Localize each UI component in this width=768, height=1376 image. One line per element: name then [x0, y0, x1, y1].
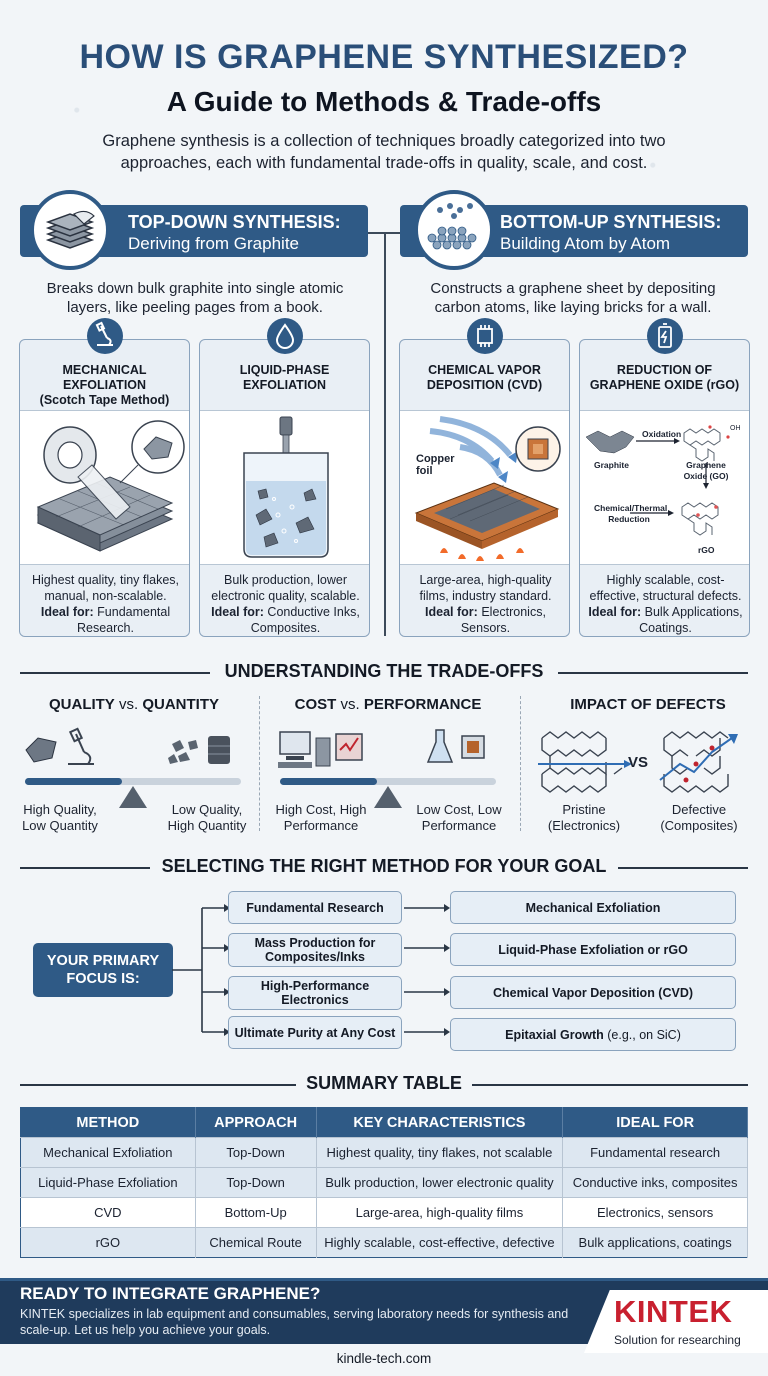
result-epitaxial-growth	[450, 1018, 736, 1051]
selection-heading-row	[20, 856, 748, 878]
method-ideal-for: Electronics, Sensors.	[460, 605, 546, 635]
cost-performance-icons	[276, 724, 506, 776]
table-cell: Liquid-Phase Exfoliation	[21, 1168, 196, 1198]
reduction-label: Chemical/Thermal Reduction	[594, 503, 668, 524]
goal-ultimate-purity: Ultimate Purity at Any Cost	[228, 1016, 402, 1049]
cost-performance-balance	[280, 778, 496, 785]
tradeoff-quality-quantity	[14, 696, 254, 713]
method-title: CHEMICAL VAPOR DEPOSITION (CVD)	[426, 363, 543, 392]
sonication-beaker-illustration	[200, 410, 369, 565]
tradeoff-left-label: High Quality, Low Quantity	[22, 802, 98, 833]
result-mechanical-exfoliation: Mechanical Exfoliation	[450, 891, 736, 924]
summary-heading-row	[20, 1073, 748, 1095]
table-row	[21, 1168, 748, 1198]
result-method: Epitaxial Growth	[505, 1027, 604, 1042]
tradeoff-left-label: Pristine (Electronics)	[547, 802, 621, 833]
method-title: MECHANICAL EXFOLIATION	[62, 363, 147, 392]
tradeoffs-heading-row	[20, 661, 748, 683]
method-card-mechanical-exfoliation	[19, 339, 190, 637]
website-link[interactable]: kindle-tech.com	[336, 1351, 432, 1366]
bottom-up-title: BOTTOM-UP SYNTHESIS:	[500, 212, 722, 232]
footer-accent-bar	[0, 1278, 768, 1281]
table-row	[21, 1228, 748, 1258]
ideal-for-label: Ideal for:	[425, 605, 478, 619]
tradeoff-title: IMPACT OF DEFECTS	[570, 696, 726, 713]
column-header: METHOD	[21, 1108, 196, 1138]
tradeoff-vs: vs.	[119, 696, 139, 713]
oxidation-label: Oxidation	[642, 429, 682, 439]
table-cell: Chemical Route	[195, 1228, 316, 1258]
ideal-for-label: Ideal for:	[588, 605, 642, 619]
method-summary: Bulk production, lower electronic quality, scalable.	[211, 573, 360, 603]
graphene-oxide-label: Graphene Oxide (GO)	[683, 460, 729, 481]
microscope-icon	[87, 318, 123, 354]
method-ideal-for: Fundamental Research.	[77, 605, 171, 635]
summary-heading: SUMMARY TABLE	[306, 1073, 462, 1093]
result-cvd: Chemical Vapor Deposition (CVD)	[450, 976, 736, 1009]
method-ideal-for: Conductive Inks, Composites.	[250, 605, 360, 635]
atom-lattice-icon	[414, 190, 494, 270]
tradeoff-right-label: Defective (Composites)	[660, 802, 738, 833]
column-header: APPROACH	[195, 1108, 316, 1138]
table-cell: Mechanical Exfoliation	[21, 1138, 196, 1168]
selection-heading: SELECTING THE RIGHT METHOD FOR YOUR GOAL	[161, 856, 607, 876]
method-title: LIQUID-PHASE EXFOLIATION	[239, 363, 330, 392]
column-header: KEY CHARACTERISTICS	[316, 1108, 563, 1138]
tradeoff-right-label: Low Cost, Low Performance	[416, 802, 502, 833]
battery-icon	[647, 318, 683, 354]
quality-quantity-balance	[25, 778, 241, 785]
method-title: REDUCTION OF GRAPHENE OXIDE (rGO)	[589, 363, 740, 392]
table-cell: CVD	[21, 1198, 196, 1228]
table-cell: Electronics, sensors	[563, 1198, 748, 1228]
result-liquid-phase-or-rgo: Liquid-Phase Exfoliation or rGO	[450, 933, 736, 966]
top-down-subtitle: Deriving from Graphite	[128, 234, 300, 253]
ideal-for-label: Ideal for:	[211, 605, 264, 619]
table-row	[21, 1138, 748, 1168]
droplet-icon	[267, 318, 303, 354]
page-title: HOW IS GRAPHENE SYNTHESIZED?	[79, 38, 689, 76]
rgo-process-illustration	[580, 410, 749, 565]
approach-divider	[384, 232, 386, 636]
method-card-liquid-phase-exfoliation	[199, 339, 370, 637]
method-summary: Highly scalable, cost-effective, structural defects.	[589, 573, 742, 603]
copper-foil-label: Copper foil	[416, 453, 455, 477]
table-cell: Highest quality, tiny flakes, not scalable	[316, 1138, 563, 1168]
defects-vs: VS	[628, 754, 649, 771]
method-subtitle: (Scotch Tape Method)	[39, 393, 170, 407]
method-summary: Highest quality, tiny flakes, manual, non-scalable.	[31, 573, 180, 603]
bottom-up-description: Constructs a graphene sheet by depositing carbon atoms, like laying bricks for a wall.	[430, 280, 716, 316]
intro-text: Graphene synthesis is a collection of techniques broadly categorized into two approaches, each with fundamental trade-offs in quality, scale, and cost.	[102, 132, 666, 172]
primary-focus-box: YOUR PRIMARY FOCUS IS:	[33, 943, 173, 997]
rgo-label: rGO	[698, 545, 715, 555]
top-down-description: Breaks down bulk graphite into single atomic layers, like peeling pages from a book.	[46, 280, 344, 316]
tradeoff-title-b: PERFORMANCE	[363, 696, 482, 713]
balance-fulcrum	[119, 786, 147, 808]
table-cell: Top-Down	[195, 1138, 316, 1168]
tradeoff-title-a: QUALITY	[48, 696, 115, 713]
method-ideal-for: Bulk Applications, Coatings.	[639, 605, 743, 635]
table-cell: Bulk applications, coatings	[563, 1228, 748, 1258]
result-note: (e.g., on SiC)	[607, 1027, 681, 1042]
table-cell: Top-Down	[195, 1168, 316, 1198]
tradeoff-title-b: QUANTITY	[142, 696, 220, 713]
goal-high-performance-electronics: High-Performance Electronics	[228, 976, 402, 1010]
table-cell: Bulk production, lower electronic quality	[316, 1168, 563, 1198]
hydroxyl-label: OH	[730, 425, 741, 432]
bottom-up-subtitle: Building Atom by Atom	[500, 234, 671, 253]
page-subtitle: A Guide to Methods & Trade-offs	[166, 86, 602, 117]
tradeoffs-heading: UNDERSTANDING THE TRADE-OFFS	[224, 661, 544, 681]
quality-quantity-icons	[18, 724, 248, 776]
tradeoff-divider	[259, 696, 260, 831]
column-header: IDEAL FOR	[563, 1108, 748, 1138]
tradeoff-right-label: Low Quality, High Quantity	[167, 802, 247, 833]
table-cell: Large-area, high-quality films	[316, 1198, 563, 1228]
ideal-for-label: Ideal for:	[40, 605, 94, 619]
table-cell: Fundamental research	[563, 1138, 748, 1168]
summary-table	[20, 1107, 748, 1258]
method-card-rgo	[579, 339, 750, 637]
tradeoff-vs: vs.	[340, 696, 360, 713]
stacked-layers-icon	[30, 190, 110, 270]
kintek-logo: KINTEK	[614, 1294, 733, 1329]
table-row	[21, 1198, 748, 1228]
top-down-title: TOP-DOWN SYNTHESIS:	[128, 212, 341, 232]
tape-graphite-illustration	[20, 410, 189, 565]
table-cell: Highly scalable, cost-effective, defective	[316, 1228, 563, 1258]
cvd-furnace-illustration	[400, 410, 569, 565]
chip-icon	[467, 318, 503, 354]
goal-mass-production: Mass Production for Composites/Inks	[228, 933, 402, 967]
tradeoff-cost-performance	[268, 696, 508, 713]
footer-title: READY TO INTEGRATE GRAPHENE?	[20, 1284, 321, 1303]
tradeoff-title-a: COST	[294, 696, 337, 713]
method-summary: Large-area, high-quality films, industry standard.	[419, 573, 552, 603]
graphite-label: Graphite	[594, 460, 629, 470]
goal-fundamental-research: Fundamental Research	[228, 891, 402, 924]
tradeoff-divider	[520, 696, 521, 831]
balance-fulcrum	[374, 786, 402, 808]
tradeoff-defects	[528, 696, 768, 713]
table-cell: Bottom-Up	[195, 1198, 316, 1228]
table-cell: rGO	[21, 1228, 196, 1258]
method-card-cvd	[399, 339, 570, 637]
tradeoff-left-label: High Cost, High Performance	[275, 802, 367, 833]
brand-tagline: Solution for researching	[614, 1333, 741, 1347]
table-cell: Conductive inks, composites	[563, 1168, 748, 1198]
footer-text: KINTEK specializes in lab equipment and consumables, serving laboratory needs for synthesis and scale-up. Let us help you achieve your goals.	[20, 1307, 569, 1337]
